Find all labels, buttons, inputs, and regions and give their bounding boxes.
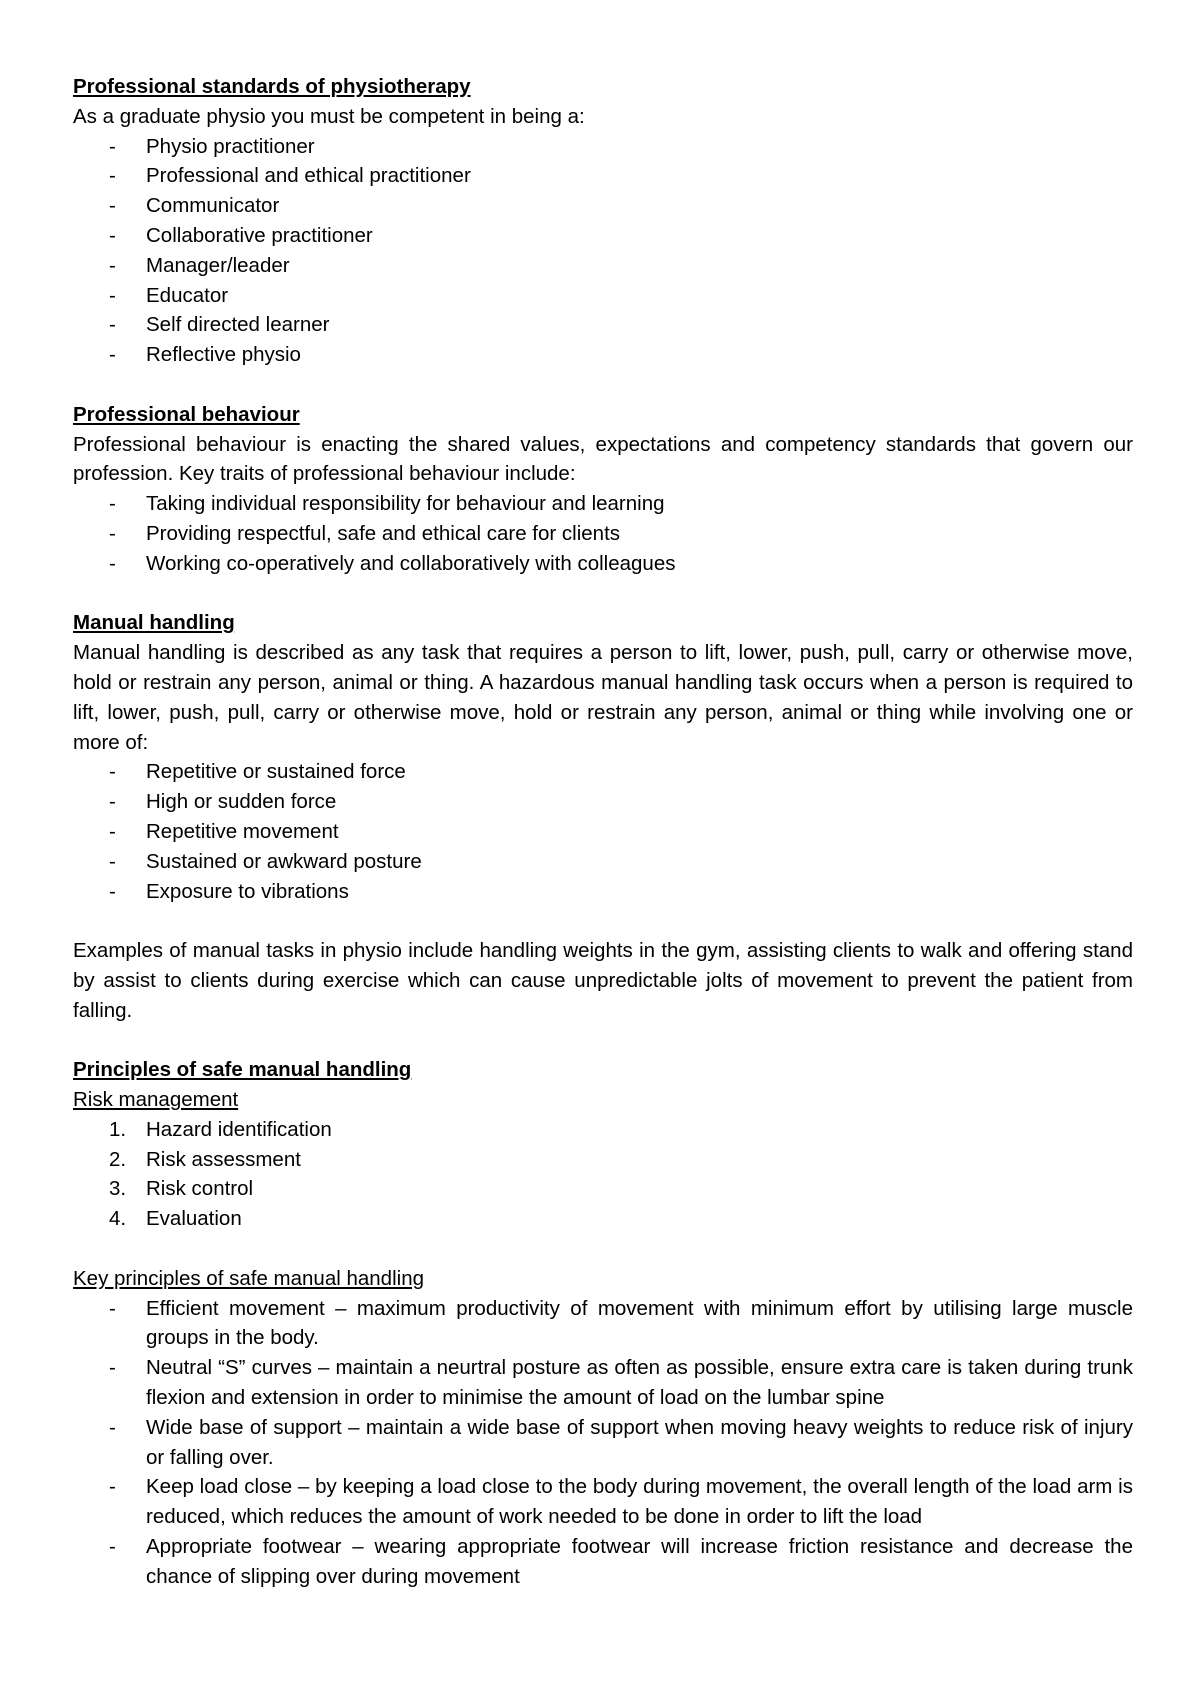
examples-paragraph: Examples of manual tasks in physio include handling weights in the gym, assisting clients to walk and offering stand by assist to clients during exercise which can cause unpredictable jolts of movement to prevent the patient from falling. (73, 939, 1133, 1022)
list-item-text: Communicator (146, 194, 280, 218)
list-item-text: Keep load close – by keeping a load close to the body during movement, the overall length of the load arm is reduced, which reduces the amount of work needed to be done in order to lift the load (146, 1475, 1133, 1529)
traits-list (73, 489, 1133, 578)
dash-marker: - (109, 313, 116, 337)
list-item-text: Efficient movement – maximum productivity of movement with minimum effort by utilising large muscle groups in the body. (146, 1296, 1133, 1350)
section-heading-safe-manual-handling: Principles of safe manual handling (73, 1058, 412, 1082)
list-item (73, 191, 1133, 221)
step-number: 2. (109, 1147, 127, 1171)
list-item (73, 1294, 1133, 1354)
list-item-text: Appropriate footwear – wearing appropriate footwear will increase friction resistance and decrease the chance of slipping over during movement (146, 1535, 1133, 1588)
dash-marker: - (109, 134, 116, 158)
section-intro: As a graduate physio you must be competent in being a: (73, 104, 585, 128)
section-heading-professional-behaviour: Professional behaviour (73, 402, 300, 426)
list-item-text: Self directed learner (146, 313, 330, 337)
list-item (73, 519, 1133, 549)
list-item-text: Repetitive movement (146, 819, 339, 843)
dash-marker: - (109, 1475, 116, 1499)
list-item-text: Reflective physio (146, 343, 301, 367)
list-item (73, 489, 1133, 519)
hazard-list (73, 757, 1133, 906)
list-item (73, 877, 1133, 907)
section-intro: Manual handling is described as any task that requires a person to lift, lower, push, pull, carry or otherwise move, hold or restrain any person, animal or thing. A hazardous manual handling task occurs when a person is required to lift, lower, push, pull, carry or otherwise move, hold or restrain any person, animal or thing while involving one or more of: (73, 641, 1133, 754)
spacer (73, 1234, 1133, 1264)
step-number: 3. (109, 1177, 127, 1201)
spacer (73, 1026, 1133, 1056)
list-item-text: Manager/leader (146, 253, 290, 277)
dash-marker: - (109, 492, 116, 516)
list-item-text: Risk control (146, 1177, 254, 1201)
list-item-text: Providing respectful, safe and ethical care for clients (146, 521, 621, 545)
list-item-text: Physio practitioner (146, 134, 315, 158)
dash-marker: - (109, 1356, 116, 1380)
key-principles-list (73, 1294, 1133, 1592)
subheading-risk-management: Risk management (73, 1088, 239, 1112)
list-item-text: Exposure to vibrations (146, 879, 349, 903)
list-item (73, 310, 1133, 340)
list-item (73, 1204, 1133, 1234)
list-item (73, 281, 1133, 311)
list-item (73, 161, 1133, 191)
list-item-text: Working co-operatively and collaboratively with colleagues (146, 551, 676, 575)
list-item (73, 847, 1133, 877)
list-item (73, 787, 1133, 817)
dash-marker: - (109, 1415, 116, 1439)
list-item (73, 340, 1133, 370)
step-number: 1. (109, 1117, 127, 1141)
dash-marker: - (109, 521, 116, 545)
list-item (73, 1174, 1133, 1204)
list-item (73, 1413, 1133, 1473)
section-heading-manual-handling: Manual handling (73, 611, 235, 635)
subheading-key-principles: Key principles of safe manual handling (73, 1266, 424, 1290)
dash-marker: - (109, 819, 116, 843)
list-item (73, 757, 1133, 787)
list-item (73, 1353, 1133, 1413)
dash-marker: - (109, 164, 116, 188)
dash-marker: - (109, 879, 116, 903)
dash-marker: - (109, 849, 116, 873)
list-item (73, 1532, 1133, 1592)
list-item-text: Sustained or awkward posture (146, 849, 422, 873)
dash-marker: - (109, 194, 116, 218)
list-item (73, 1472, 1133, 1532)
list-item-text: Evaluation (146, 1207, 242, 1231)
risk-steps-list (73, 1115, 1133, 1234)
dash-marker: - (109, 1296, 116, 1320)
step-number: 4. (109, 1207, 127, 1231)
list-item-text: Professional and ethical practitioner (146, 164, 471, 188)
list-item-text: Taking individual responsibility for behaviour and learning (146, 492, 665, 516)
list-item (73, 1115, 1133, 1145)
list-item-text: Risk assessment (146, 1147, 301, 1171)
spacer (73, 906, 1133, 936)
dash-marker: - (109, 343, 116, 367)
competency-list (73, 132, 1133, 370)
section-heading-professional-standards: Professional standards of physiotherapy (73, 75, 471, 98)
list-item-text: Repetitive or sustained force (146, 760, 406, 784)
dash-marker: - (109, 283, 116, 307)
dash-marker: - (109, 1535, 116, 1559)
list-item (73, 221, 1133, 251)
list-item-text: Neutral “S” curves – maintain a neurtral posture as often as possible, ensure extra care is taken during trunk flexion and extension in order to minimise the amount of load on the lumbar spine (146, 1356, 1133, 1410)
list-item (73, 132, 1133, 162)
list-item-text: Educator (146, 283, 229, 307)
section-intro: Professional behaviour is enacting the shared values, expectations and competency standards that govern our profession. Key traits of professional behaviour include: (73, 432, 1133, 486)
list-item-text: Hazard identification (146, 1117, 332, 1141)
dash-marker: - (109, 760, 116, 784)
list-item-text: Collaborative practitioner (146, 223, 373, 247)
dash-marker: - (109, 551, 116, 575)
dash-marker: - (109, 790, 116, 814)
list-item-text: High or sudden force (146, 790, 337, 814)
spacer (73, 579, 1133, 609)
list-item-text: Wide base of support – maintain a wide base of support when moving heavy weights to reduce risk of injury or falling over. (146, 1415, 1133, 1469)
dash-marker: - (109, 223, 116, 247)
dash-marker: - (109, 253, 116, 277)
list-item (73, 1145, 1133, 1175)
spacer (73, 370, 1133, 400)
list-item (73, 251, 1133, 281)
list-item (73, 549, 1133, 579)
document-page (73, 72, 1133, 1592)
list-item (73, 817, 1133, 847)
